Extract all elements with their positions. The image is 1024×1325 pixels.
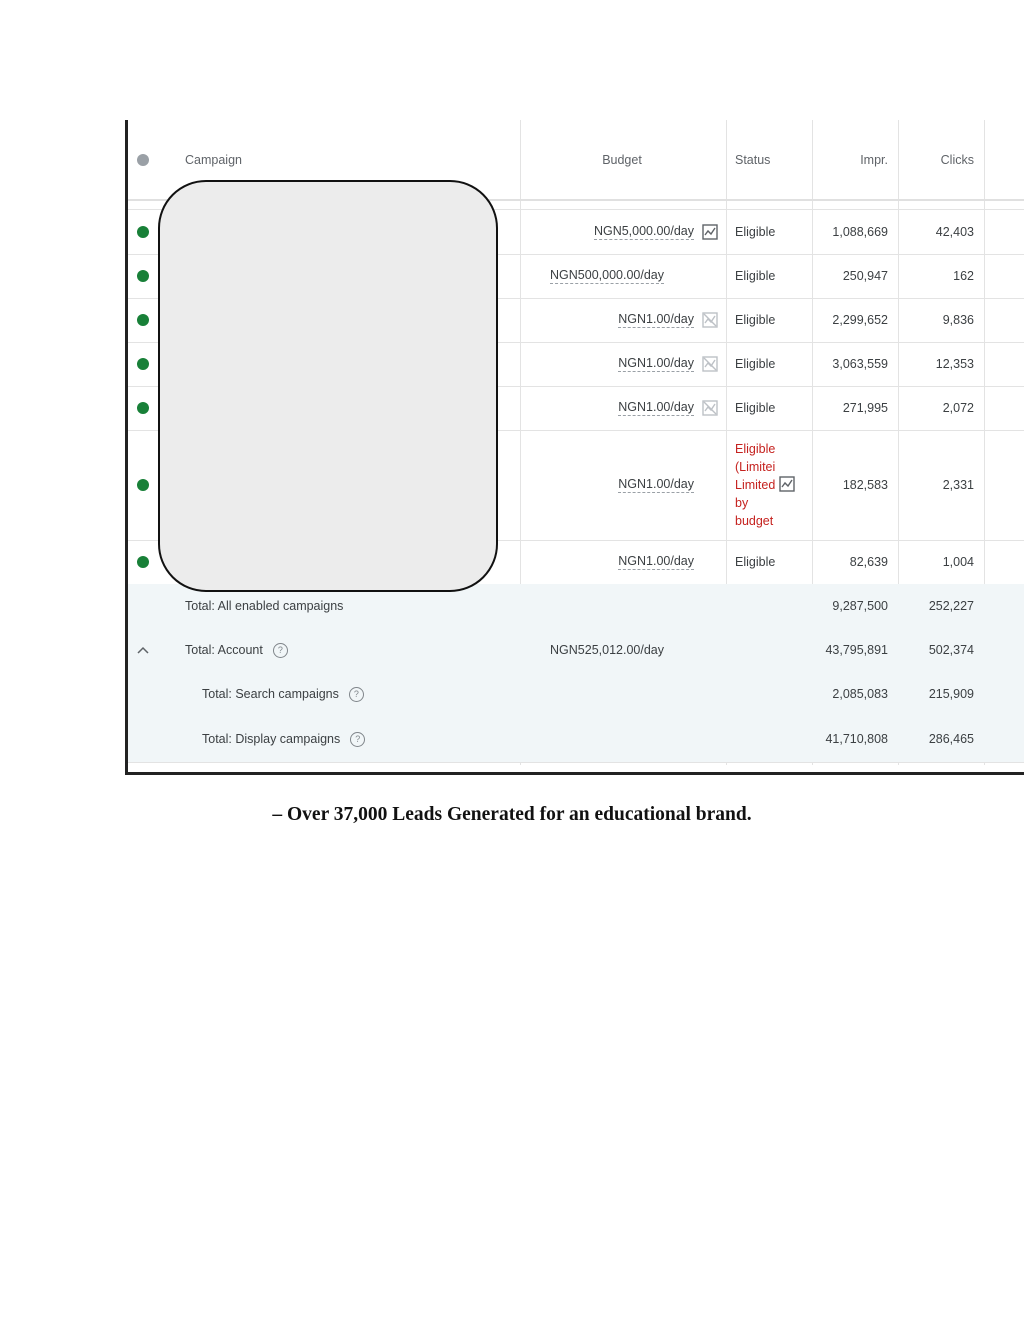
status-line: by — [735, 496, 749, 510]
budget-cell[interactable] — [520, 342, 724, 386]
enabled-status-dot[interactable] — [128, 254, 158, 298]
enabled-status-dot[interactable] — [128, 540, 158, 584]
column-header-status[interactable]: Status — [735, 152, 771, 167]
total-label: Total: All enabled campaigns — [185, 599, 344, 613]
total-search-cell — [202, 672, 532, 716]
enabled-status-dot[interactable] — [128, 430, 158, 540]
enabled-status-dot[interactable] — [128, 386, 158, 430]
column-header-campaign[interactable]: Campaign — [185, 152, 242, 167]
trend-chart-icon[interactable] — [702, 224, 718, 240]
impressions-cell: 43,795,891 — [825, 643, 888, 657]
budget-cell — [520, 628, 724, 672]
clicks-cell: 162 — [953, 269, 974, 283]
status-filter-dot[interactable] — [128, 120, 158, 199]
collapse-chevron-icon[interactable] — [128, 628, 158, 672]
status-cell[interactable] — [727, 430, 811, 540]
status-line: (Limitei — [735, 460, 776, 474]
status-cell: Eligible — [735, 357, 776, 371]
budget-value: NGN525,012.00/day — [550, 643, 664, 657]
budget-value[interactable]: NGN1.00/day — [618, 400, 694, 414]
budget-value[interactable]: NGN1.00/day — [618, 477, 694, 491]
budget-value[interactable]: NGN500,000.00/day — [550, 268, 664, 282]
budget-cell[interactable] — [520, 298, 724, 342]
clicks-cell: 2,331 — [942, 478, 974, 492]
redaction-box — [158, 180, 498, 592]
help-icon[interactable]: ? — [349, 687, 364, 702]
total-label: Total: Display campaigns — [202, 732, 341, 746]
budget-value[interactable]: NGN1.00/day — [618, 554, 694, 568]
enabled-status-dot[interactable] — [128, 210, 158, 254]
enabled-status-dot[interactable] — [128, 298, 158, 342]
status-cell: Eligible — [735, 269, 776, 283]
budget-value[interactable]: NGN5,000.00/day — [593, 224, 694, 238]
trend-chart-icon[interactable] — [779, 476, 795, 492]
enabled-status-dot[interactable] — [128, 342, 158, 386]
clicks-cell: 286,465 — [928, 732, 974, 746]
total-label: Total: Account — [185, 643, 263, 657]
impressions-cell: 271,995 — [842, 401, 888, 415]
help-icon[interactable]: ? — [350, 732, 365, 747]
clicks-cell: 252,227 — [928, 599, 974, 613]
caption-text: – Over 37,000 Leads Generated for an educational brand. — [272, 804, 752, 825]
help-icon[interactable]: ? — [273, 643, 288, 658]
impressions-cell: 3,063,559 — [832, 357, 888, 371]
impressions-cell: 9,287,500 — [832, 599, 888, 613]
clicks-cell: 2,072 — [942, 401, 974, 415]
column-header-clicks[interactable]: Clicks — [940, 152, 974, 167]
clicks-cell: 502,374 — [928, 643, 974, 657]
status-cell: Eligible — [735, 225, 776, 239]
trend-chart-disabled-icon[interactable] — [702, 356, 718, 372]
clicks-cell: 42,403 — [935, 225, 974, 239]
budget-cell[interactable] — [520, 540, 724, 584]
total-row — [128, 716, 1024, 763]
impressions-cell: 1,088,669 — [832, 225, 888, 239]
impressions-cell: 82,639 — [849, 555, 888, 569]
status-cell: Eligible — [735, 555, 776, 569]
budget-cell[interactable] — [520, 254, 724, 298]
total-row — [128, 672, 1024, 717]
campaign-table-screenshot — [125, 120, 1024, 775]
column-header-budget[interactable]: Budget — [602, 152, 642, 167]
budget-cell[interactable] — [520, 430, 724, 540]
trend-chart-disabled-icon[interactable] — [702, 312, 718, 328]
status-cell: Eligible — [735, 401, 776, 415]
clicks-cell: 1,004 — [942, 555, 974, 569]
budget-value[interactable]: NGN1.00/day — [618, 356, 694, 370]
impressions-cell: 2,299,652 — [832, 313, 888, 327]
status-cell: Eligible — [735, 313, 776, 327]
column-header-impr[interactable]: Impr. — [860, 152, 888, 167]
total-label: Total: Search campaigns — [202, 687, 339, 701]
impressions-cell: 182,583 — [842, 478, 888, 492]
clicks-cell: 12,353 — [935, 357, 974, 371]
status-line: budget — [735, 514, 774, 528]
budget-value[interactable]: NGN1.00/day — [618, 312, 694, 326]
status-line: Limited — [735, 478, 776, 492]
impressions-cell: 41,710,808 — [825, 732, 888, 746]
clicks-cell: 9,836 — [942, 313, 974, 327]
impressions-cell: 2,085,083 — [832, 687, 888, 701]
impressions-cell: 250,947 — [842, 269, 888, 283]
clicks-cell: 215,909 — [928, 687, 974, 701]
total-account-cell — [185, 628, 515, 672]
status-line: Eligible — [735, 442, 776, 456]
budget-cell[interactable] — [520, 210, 724, 254]
trend-chart-disabled-icon[interactable] — [702, 400, 718, 416]
total-row — [128, 628, 1024, 673]
total-display-cell — [202, 716, 532, 762]
budget-cell[interactable] — [520, 386, 724, 430]
